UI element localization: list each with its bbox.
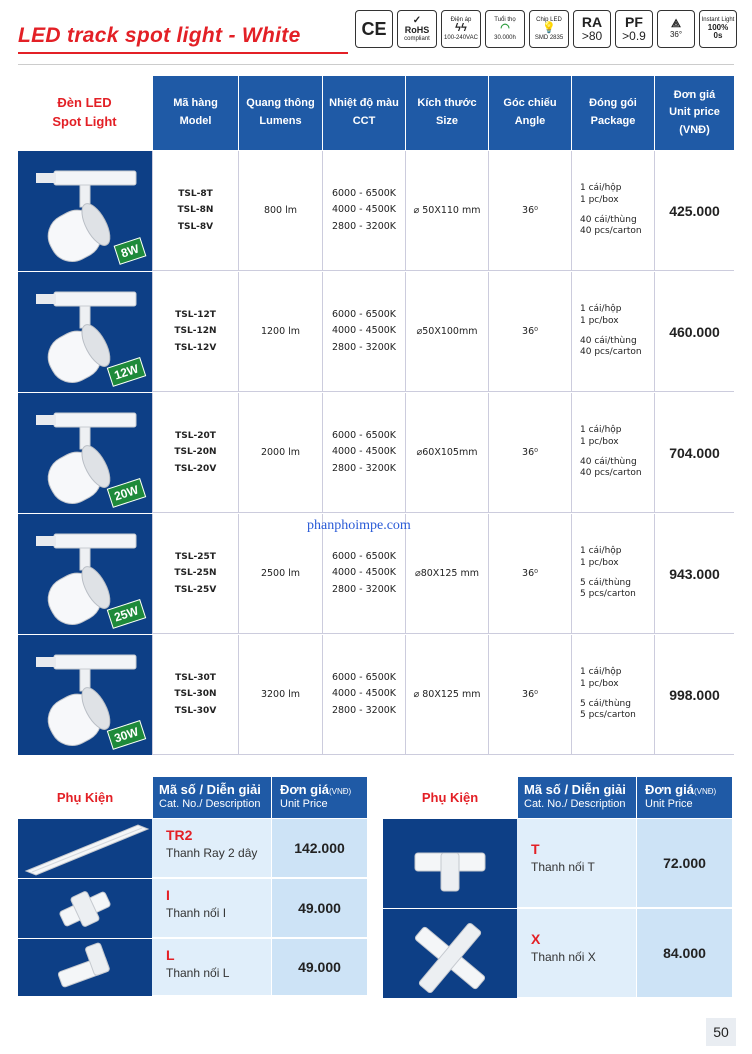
model-cell: TSL-12T TSL-12N TSL-12V [152,272,238,392]
package-cell: 1 cái/hộp 1 pc/box 5 cái/thùng 5 pcs/carton [571,514,654,634]
accessory-desc-cell [152,939,271,996]
cct-cell: 6000 - 6500K 4000 - 4500K 2800 - 3200K [322,635,405,755]
accessory-desc-cell [517,909,636,998]
header-model: Mã hàng Model [152,76,238,150]
angle-cell: 36⁰ [488,151,571,271]
accessories-desc-header: Mã số / Diễn giải Cat. No./ Description [152,777,271,818]
accessory-image-cell [18,879,152,938]
certification-badges [355,10,737,48]
accessory-image-cell [383,819,517,908]
wattage-badge: 8W [114,237,147,265]
accessory-row [18,938,367,996]
rohs-icon: ✓ RoHS compliant [397,10,437,48]
accessory-code: X [531,931,541,947]
accessory-price: 49.000 [271,939,367,996]
instant-light-icon: Instant Light 100% 0s [699,10,737,48]
angle-cell: 36⁰ [488,272,571,392]
l-connector-image [18,939,152,996]
model-cell: TSL-20T TSL-20N TSL-20V [152,393,238,513]
package-cell: 1 cái/hộp 1 pc/box 5 cái/thùng 5 pcs/carton [571,635,654,755]
table-row [18,392,734,513]
accessories-price-header: Đơn giá(VNĐ) Unit Price [636,777,732,818]
lumens-cell: 800 lm [238,151,322,271]
accessories-table-right [383,777,732,998]
header-divider [18,64,734,65]
price-cell: 704.000 [654,393,734,513]
accessory-row [383,908,732,998]
wattage-badge: 20W [107,478,146,508]
angle-cell: 36⁰ [488,635,571,755]
accessory-image-cell [18,819,152,878]
lumens-cell: 2500 lm [238,514,322,634]
accessory-code: I [166,887,170,903]
accessory-image-cell [18,939,152,996]
ce-mark-icon: CE [355,10,393,48]
watermark: phanphoimpe.com [307,518,411,533]
accessory-desc-cell [152,879,271,938]
header-size: Kích thước Size [405,76,488,150]
accessories-table-left [18,777,367,996]
accessory-desc-cell [152,819,271,878]
page-title: LED track spot light - White [18,24,301,47]
cct-cell: 6000 - 6500K 4000 - 4500K 2800 - 3200K [322,272,405,392]
table-corner-label: Đèn LED Spot Light [18,76,152,150]
accessory-code: T [531,841,540,857]
page-number: 50 [706,1018,736,1046]
lumens-cell: 2000 lm [238,393,322,513]
package-cell: 1 cái/hộp 1 pc/box 40 cái/thùng 40 pcs/carton [571,151,654,271]
accessory-code: TR2 [166,827,193,843]
accessory-desc-cell [517,819,636,908]
cct-cell: 6000 - 6500K 4000 - 4500K 2800 - 3200K [322,151,405,271]
cct-cell: 6000 - 6500K 4000 - 4500K 2800 - 3200K [322,514,405,634]
accessory-name: Thanh nối L [166,966,230,980]
header-package: Đóng gói Package [571,76,654,150]
i-connector-image [18,879,152,937]
model-cell: TSL-30T TSL-30N TSL-30V [152,635,238,755]
table-header [18,76,734,150]
header-lumens: Quang thông Lumens [238,76,322,150]
spot-light-price-table [18,76,734,755]
cct-cell: 6000 - 6500K 4000 - 4500K 2800 - 3200K [322,393,405,513]
angle-cell: 36⁰ [488,393,571,513]
accessory-row [18,818,367,878]
product-image-cell [18,393,152,513]
price-cell: 943.000 [654,514,734,634]
accessory-name: Thanh nối X [531,950,596,964]
voltage-icon: Điện áp ϟϟ 100-240VAC [441,10,481,48]
accessory-name: Thanh nối T [531,860,595,874]
accessory-row [18,878,367,938]
size-cell: ⌀60X105mm [405,393,488,513]
lumens-cell: 1200 lm [238,272,322,392]
size-cell: ⌀50X100mm [405,272,488,392]
product-image-cell [18,151,152,271]
angle-cell: 36⁰ [488,514,571,634]
ra-icon: RA >80 [573,10,611,48]
accessory-price: 142.000 [271,819,367,878]
accessories-header [18,777,367,818]
led-chip-icon: Chip LED 💡 SMD 2835 [529,10,569,48]
size-cell: ⌀80X125 mm [405,514,488,634]
table-row [18,634,734,755]
price-cell: 460.000 [654,272,734,392]
accessory-name: Thanh Ray 2 dây [166,846,258,860]
t-connector-image [383,819,517,908]
size-cell: ⌀ 80X125 mm [405,635,488,755]
product-image-cell [18,272,152,392]
product-image-cell [18,514,152,634]
package-cell: 1 cái/hộp 1 pc/box 40 cái/thùng 40 pcs/carton [571,272,654,392]
product-image-cell [18,635,152,755]
accessory-price: 49.000 [271,879,367,938]
lumens-cell: 3200 lm [238,635,322,755]
accessory-price: 84.000 [636,909,732,998]
track-rail-image [18,819,152,877]
accessory-image-cell [383,909,517,998]
accessories-desc-header: Mã số / Diễn giải Cat. No./ Description [517,777,636,818]
accessories-title: Phụ Kiện [421,790,479,805]
table-row [18,271,734,392]
wattage-badge: 25W [107,599,146,629]
beam-angle-icon: ⟁ 36° [657,10,695,48]
package-cell: 1 cái/hộp 1 pc/box 40 cái/thùng 40 pcs/carton [571,393,654,513]
accessories-header [383,777,732,818]
accessories-price-header: Đơn giá(VNĐ) Unit Price [271,777,367,818]
accessory-name: Thanh nối I [166,906,227,920]
table-row [18,150,734,271]
model-cell: TSL-25T TSL-25N TSL-25V [152,514,238,634]
pf-icon: PF >0.9 [615,10,653,48]
accessory-code: L [166,947,175,963]
title-underline [18,52,348,54]
size-cell: ⌀ 50X110 mm [405,151,488,271]
x-connector-image [383,909,517,998]
header-angle: Góc chiếu Angle [488,76,571,150]
price-cell: 998.000 [654,635,734,755]
lifespan-icon: Tuổi thọ ◠ 30.000h [485,10,525,48]
model-cell: TSL-8T TSL-8N TSL-8V [152,151,238,271]
wattage-badge: 30W [107,720,146,750]
header-price: Đơn giá Unit price (VNĐ) [654,76,734,150]
price-cell: 425.000 [654,151,734,271]
accessory-price: 72.000 [636,819,732,908]
accessories-title: Phụ Kiện [56,790,114,805]
wattage-badge: 12W [107,357,146,387]
header-cct: Nhiệt độ màu CCT [322,76,405,150]
accessory-row [383,818,732,908]
